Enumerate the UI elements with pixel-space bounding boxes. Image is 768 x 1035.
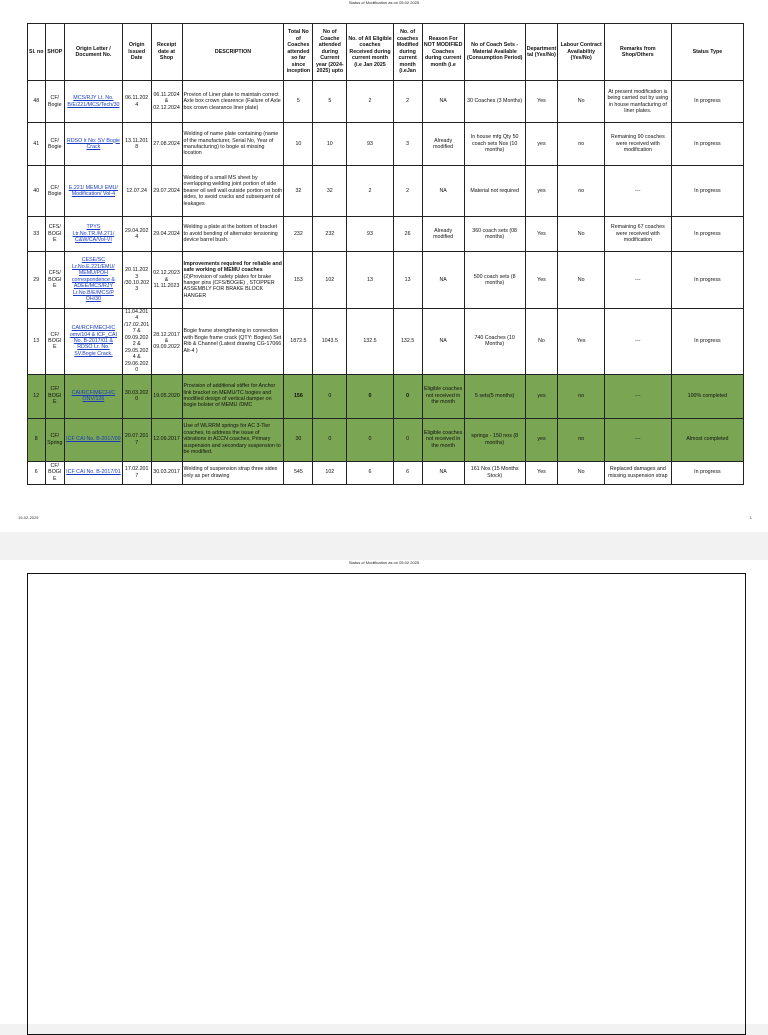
cell-sl: 33 bbox=[28, 217, 46, 252]
cell-remarks: --- bbox=[604, 374, 671, 418]
cell-receipt: 29.04.2024 bbox=[151, 217, 182, 252]
description-text: Welding of a small MS sheet by overlapping welding joint portion of side bearer oil well wall outside portion on both sides, to avoid cracks and subsequent oil leakages bbox=[183, 174, 283, 207]
document-link[interactable]: CAI/RCF/MECH/C omv/104 & ICF_CAI No. B-2017/01 & RDSO Lr. No. SV.Bogie Crack. bbox=[69, 325, 117, 357]
cell-receipt: 02.12.2023 & 11.11.2023 bbox=[151, 252, 182, 309]
cell-sl: 48 bbox=[28, 81, 46, 123]
cell-status: In progress bbox=[671, 123, 743, 166]
cell-labour: no bbox=[558, 166, 604, 217]
cell-desc bbox=[182, 252, 284, 309]
cell-shop: CFS/ BOGIE bbox=[45, 217, 65, 252]
cell-letter bbox=[65, 123, 123, 166]
cell-desc bbox=[182, 217, 284, 252]
cell-reason: Already modified bbox=[422, 217, 464, 252]
description-text: Welding of name plate containing (name of the manufacturer, Serial No, Year of manufacturing) to bogie at missing location bbox=[183, 131, 279, 157]
cell-dept: No bbox=[525, 309, 558, 375]
cell-remarks: At present modification is being carried out by using in house manfacturing of liner plates. bbox=[604, 81, 671, 123]
cell-dept: Yes bbox=[525, 461, 558, 484]
description-text: Provion of Liner plate to maintain correct Axle box crown clearence (Failure of Axle box crown clearance liner plate) bbox=[183, 91, 281, 111]
cell-reason: Already modified bbox=[422, 123, 464, 166]
cell-eligible: 0 bbox=[347, 418, 393, 461]
cell-material: 360 coach sets (08 months) bbox=[464, 217, 525, 252]
cell-shop: CF/ Bogie bbox=[45, 166, 65, 217]
cell-shop: CF/ Bogie bbox=[45, 81, 65, 123]
document-link[interactable]: ICF CAI No. B-2017/09 bbox=[66, 436, 121, 443]
cell-attended: 10 bbox=[313, 123, 347, 166]
cell-remarks: --- bbox=[604, 309, 671, 375]
cell-receipt: 06.11.2024 & 02.12.2024 bbox=[151, 81, 182, 123]
cell-material: In house mfg Qty 50 coach sets Nos (10 months) bbox=[464, 123, 525, 166]
cell-remarks: --- bbox=[604, 418, 671, 461]
cell-desc bbox=[182, 166, 284, 217]
cell-total: 156 bbox=[284, 374, 313, 418]
cell-modified: 2 bbox=[393, 81, 422, 123]
cell-total: 153 bbox=[284, 252, 313, 309]
cell-origin: 13.11.2018 bbox=[122, 123, 151, 166]
table-row bbox=[28, 81, 744, 123]
cell-modified: 0 bbox=[393, 418, 422, 461]
page-header: Status of Modification as on 05.02.2025 bbox=[348, 0, 420, 5]
cell-reason: NA bbox=[422, 166, 464, 217]
cell-shop: CF/ Bogie bbox=[45, 123, 65, 166]
cell-desc bbox=[182, 461, 284, 484]
cell-total: 5 bbox=[284, 81, 313, 123]
cell-sl: 40 bbox=[28, 166, 46, 217]
empty-table-frame bbox=[27, 573, 746, 1035]
cell-receipt: 19.05.2020 bbox=[151, 374, 182, 418]
cell-material: 500 coach sets (8 months) bbox=[464, 252, 525, 309]
col-description-header: DESCRIPTION bbox=[182, 24, 284, 81]
cell-eligible: 0 bbox=[347, 374, 393, 418]
cell-letter bbox=[65, 166, 123, 217]
report-page-2 bbox=[0, 560, 768, 1024]
col-receipt-date-header: Receipt date at Shop bbox=[151, 24, 182, 81]
cell-status: In progress bbox=[671, 461, 743, 484]
cell-attended: 5 bbox=[313, 81, 347, 123]
cell-dept: yes bbox=[525, 418, 558, 461]
cell-status: In progress bbox=[671, 166, 743, 217]
document-link[interactable]: TPYS Ltr.No.TR./M.271/ C&W/CA/Vol-VI bbox=[72, 224, 115, 244]
cell-material: 5 sets(5 months) bbox=[464, 374, 525, 418]
cell-reason: NA bbox=[422, 309, 464, 375]
cell-modified: 0 bbox=[393, 374, 422, 418]
cell-shop: CF/ BOGIE bbox=[45, 374, 65, 418]
cell-shop: CFS/ BOGIE bbox=[45, 252, 65, 309]
cell-dept: yes bbox=[525, 166, 558, 217]
cell-total: 232 bbox=[284, 217, 313, 252]
cell-reason: Eligible coaches not received in the month bbox=[422, 374, 464, 418]
table-row bbox=[28, 252, 744, 309]
cell-attended: 32 bbox=[313, 166, 347, 217]
footer-page-number: 1 bbox=[749, 515, 752, 520]
document-link[interactable]: CESE/SC Lr.No.E.221/EMU/ MEMU/POH correspondence & ADEE/MCS/RJY Lr.No.B/E/MCS/P OH/30 bbox=[71, 257, 115, 303]
cell-attended: 232 bbox=[313, 217, 347, 252]
table-row bbox=[28, 418, 744, 461]
col-letter-header: Origin Letter / Document No. bbox=[65, 24, 123, 81]
footer-date: 19-02-2025 bbox=[18, 515, 39, 520]
cell-status: 100% completed bbox=[671, 374, 743, 418]
table-row bbox=[28, 461, 744, 484]
cell-eligible: 132.5 bbox=[347, 309, 393, 375]
cell-origin: 29.04.2024 bbox=[122, 217, 151, 252]
cell-total: 545 bbox=[284, 461, 313, 484]
cell-modified: 26 bbox=[393, 217, 422, 252]
cell-dept: Yes bbox=[525, 217, 558, 252]
cell-desc bbox=[182, 309, 284, 375]
cell-status: Almost completed bbox=[671, 418, 743, 461]
cell-attended: 102 bbox=[313, 461, 347, 484]
cell-sl: 12 bbox=[28, 374, 46, 418]
cell-origin: 30.03.2020 bbox=[122, 374, 151, 418]
cell-letter bbox=[65, 309, 123, 375]
cell-sl: 29 bbox=[28, 252, 46, 309]
cell-status: In progress bbox=[671, 309, 743, 375]
cell-sl: 8 bbox=[28, 418, 46, 461]
cell-attended: 1043.5 bbox=[313, 309, 347, 375]
cell-origin: 17.02.2017 bbox=[122, 461, 151, 484]
cell-material: springs - 150 nos (8 months) bbox=[464, 418, 525, 461]
page-header-2: Status of Modification as on 05.02.2025 bbox=[348, 560, 420, 565]
table-row bbox=[28, 374, 744, 418]
cell-dept: Yes bbox=[525, 81, 558, 123]
cell-total: 32 bbox=[284, 166, 313, 217]
cell-remarks: Replaced damages and missing suspension strap bbox=[604, 461, 671, 484]
cell-remarks: --- bbox=[604, 166, 671, 217]
col-total-header: Total No of Coaches attended so far since inception bbox=[284, 24, 313, 81]
document-link[interactable]: E.221/ MEMU/ EMU/ Modification/ Vol-4 bbox=[68, 184, 118, 197]
cell-material: 740 Coaches (10 Months) bbox=[464, 309, 525, 375]
cell-material: 30 Coaches (3 Months) bbox=[464, 81, 525, 123]
cell-letter bbox=[65, 461, 123, 484]
table-row bbox=[28, 123, 744, 166]
cell-modified: 2 bbox=[393, 166, 422, 217]
document-link[interactable]: RDSO lr No: SV Bogie Crack bbox=[66, 137, 120, 150]
cell-receipt: 27.08.2024 bbox=[151, 123, 182, 166]
cell-modified: 3 bbox=[393, 123, 422, 166]
document-link[interactable]: MCS/RJY Lt. No. B/E/221/MCS/Tech/30 bbox=[67, 95, 120, 108]
cell-labour: No bbox=[558, 252, 604, 309]
cell-eligible: 93 bbox=[347, 123, 393, 166]
cell-modified: 6 bbox=[393, 461, 422, 484]
cell-eligible: 13 bbox=[347, 252, 393, 309]
description-heading: Improvements required for reliable and safe working of MEMU coaches bbox=[183, 260, 282, 274]
col-material-header: No of Coach Sets - Material Available (Consumption Period) bbox=[464, 24, 525, 81]
cell-eligible: 93 bbox=[347, 217, 393, 252]
cell-letter bbox=[65, 81, 123, 123]
cell-origin: 20.07.2017 bbox=[122, 418, 151, 461]
document-link[interactable]: ICF CAI No. B-2017/01 bbox=[66, 469, 121, 476]
col-eligible-header: No. of All Eligible coaches Received during current month (i.e Jan 2025 bbox=[347, 24, 393, 81]
cell-desc bbox=[182, 418, 284, 461]
cell-labour: No bbox=[558, 81, 604, 123]
cell-dept: yes bbox=[525, 123, 558, 166]
cell-desc bbox=[182, 374, 284, 418]
cell-total: 10 bbox=[284, 123, 313, 166]
cell-sl: 13 bbox=[28, 309, 46, 375]
cell-eligible: 6 bbox=[347, 461, 393, 484]
cell-origin: 06.11.2024 bbox=[122, 81, 151, 123]
cell-shop: CF/ Spring bbox=[45, 418, 65, 461]
cell-origin: 11.04.2014 /17.02.2017 & 09.09.2022 & 29.05.2024 & 29.06.2020 bbox=[124, 309, 150, 374]
cell-reason: NA bbox=[422, 81, 464, 123]
cell-sl: 6 bbox=[28, 461, 46, 484]
description-text: Use of WLRRM springs for AC 3-Tier coaches, to address the issue of vibrations in ACCN coaches, Primary suspension and secondary suspension to be modified. bbox=[183, 423, 281, 456]
cell-letter bbox=[65, 252, 123, 309]
cell-remarks: Remaining 67 coaches were received with modification bbox=[604, 217, 671, 252]
description-text: (2)Provision of safety plates for brake hanger pins (CFS/BOGIE) , STOPPER ASSEMBLY FOR BRAKE BLOCK HANGER bbox=[183, 273, 275, 299]
col-status-header: Status Type bbox=[671, 24, 743, 81]
col-modified-header: No. of coaches Modified during current month (i.eJan bbox=[393, 24, 422, 81]
cell-eligible: 2 bbox=[347, 81, 393, 123]
cell-shop: CF/ BOGIE bbox=[45, 309, 65, 375]
cell-receipt: 12.09.2017 bbox=[151, 418, 182, 461]
col-remarks-header: Remarks from Shop/Others bbox=[604, 24, 671, 81]
cell-dept: Yes bbox=[525, 252, 558, 309]
cell-dept: yes bbox=[525, 374, 558, 418]
cell-shop: CF/ BOGIE bbox=[45, 461, 65, 484]
col-origin-date-header: Origin Issued Date bbox=[122, 24, 151, 81]
description-text: Welding of suspension strap three sides only as per drawing bbox=[183, 466, 278, 479]
cell-labour: no bbox=[558, 418, 604, 461]
col-shop-header: SHOP bbox=[45, 24, 65, 81]
cell-remarks: Remaining 90 coaches were received with modification bbox=[604, 123, 671, 166]
cell-letter bbox=[65, 418, 123, 461]
col-attended-header: No of Coache attended during Current year (2024-2025) upto bbox=[313, 24, 347, 81]
cell-desc bbox=[182, 123, 284, 166]
cell-reason: NA bbox=[422, 252, 464, 309]
description-text: Bogie frame strengthening in connection with Bogie frame crack (QTY: Bogies) Set Rib & Channel (Latest drawing CG-17066 Alt-4 ) bbox=[183, 328, 282, 354]
cell-origin: 20.11.2023 /30.10.2023 bbox=[122, 252, 151, 309]
cell-letter bbox=[65, 374, 123, 418]
cell-reason: NA bbox=[422, 461, 464, 484]
table-header-row bbox=[28, 24, 744, 81]
cell-receipt: 28.12.2017 & 09.09.2022 bbox=[151, 309, 182, 375]
cell-modified: 132.5 bbox=[393, 309, 422, 375]
cell-material: 161 Nos (15 Months Stock) bbox=[464, 461, 525, 484]
cell-sl: 41 bbox=[28, 123, 46, 166]
col-labour-header: Labour Contract Availability (Yes/No) bbox=[558, 24, 604, 81]
cell-labour: Yes bbox=[558, 309, 604, 375]
description-text: Provision of additional stiffer for Anchor link bracket on MEMU/TC bogies and modified design of vertical damper on bogie bolster of MEMU /DMC bbox=[183, 383, 276, 409]
cell-status: In progress bbox=[671, 81, 743, 123]
cell-remarks: --- bbox=[604, 252, 671, 309]
cell-modified: 13 bbox=[393, 252, 422, 309]
cell-reason: Eligible coaches not received in the month bbox=[422, 418, 464, 461]
cell-eligible: 2 bbox=[347, 166, 393, 217]
cell-attended: 0 bbox=[313, 418, 347, 461]
cell-labour: no bbox=[558, 123, 604, 166]
cell-attended: 102 bbox=[313, 252, 347, 309]
table-row bbox=[28, 166, 744, 217]
cell-total: 30 bbox=[284, 418, 313, 461]
cell-material: Material not required bbox=[464, 166, 525, 217]
modification-status-table bbox=[27, 23, 744, 485]
cell-labour: no bbox=[558, 374, 604, 418]
cell-attended: 0 bbox=[313, 374, 347, 418]
cell-labour: No bbox=[558, 217, 604, 252]
cell-status: In progress bbox=[671, 217, 743, 252]
cell-receipt: 30.03.2017 bbox=[151, 461, 182, 484]
cell-origin: 12.07.24 bbox=[122, 166, 151, 217]
cell-status: In progress bbox=[671, 252, 743, 309]
col-dept-header: Department tal (Yes/No) bbox=[525, 24, 558, 81]
col-sl-header: Sl. no bbox=[28, 24, 46, 81]
cell-letter bbox=[65, 217, 123, 252]
cell-total: 1872.5 bbox=[284, 309, 313, 375]
cell-receipt: 29.07.2024 bbox=[151, 166, 182, 217]
table-row bbox=[28, 309, 744, 375]
table-body bbox=[28, 81, 744, 485]
table-row bbox=[28, 217, 744, 252]
cell-desc bbox=[182, 81, 284, 123]
document-link[interactable]: CAI/RCF/MECH/C ONV/126 bbox=[71, 389, 116, 403]
cell-labour: No bbox=[558, 461, 604, 484]
col-reason-header: Reason For NOT MODIFIED Coaches during current month (i.e bbox=[422, 24, 464, 81]
description-text: Welding a plate at the bottom of bracket to avoid bending of alternator tensioning device barrel bush. bbox=[183, 224, 278, 244]
